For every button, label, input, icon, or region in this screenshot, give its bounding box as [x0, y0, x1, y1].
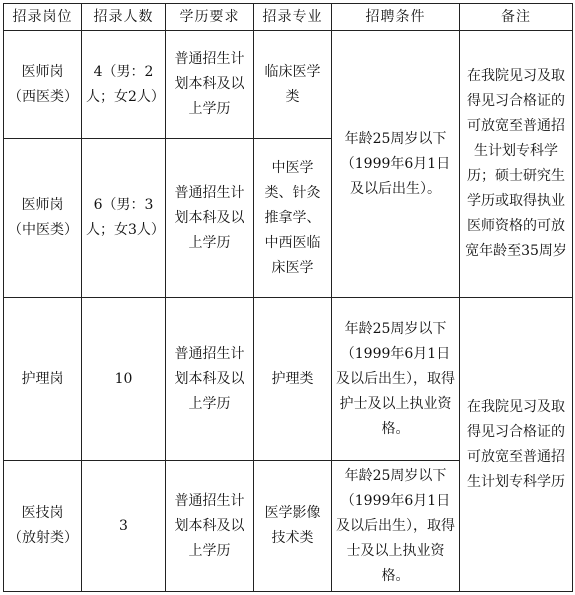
cell-education: 普通招生计划本科及以上学历: [166, 139, 254, 298]
header-count: 招录人数: [82, 4, 166, 31]
cell-count: 3: [82, 461, 166, 592]
cell-count: 10: [82, 298, 166, 461]
cell-condition: 年龄25周岁以下（1999年6月1日及以后出生），取得士及以上执业资格。: [332, 461, 460, 592]
cell-position: 医技岗（放射类）: [4, 461, 82, 592]
header-position: 招录岗位: [4, 4, 82, 31]
cell-education: 普通招生计划本科及以上学历: [166, 461, 254, 592]
cell-note-doctor: 在我院见习及取得见习合格证的可放宽至普通招生计划专科学历；硕士研究生学历或取得执业医师资格的可放宽年龄至35周岁: [460, 31, 573, 298]
cell-position: 医师岗（中医类）: [4, 139, 82, 298]
recruitment-table: [3, 3, 573, 592]
cell-note-tech: 在我院见习及取得见习合格证的可放宽至普通招生计划专科学历: [460, 298, 573, 592]
cell-major: 医学影像技术类: [254, 461, 332, 592]
header-row: [4, 4, 573, 31]
header-note: 备注: [460, 4, 573, 31]
cell-education: 普通招生计划本科及以上学历: [166, 31, 254, 139]
cell-major: 临床医学类: [254, 31, 332, 139]
cell-major: 护理类: [254, 298, 332, 461]
cell-major: 中医学类、针灸推拿学、中西医临床医学: [254, 139, 332, 298]
cell-position: 护理岗: [4, 298, 82, 461]
cell-condition: 年龄25周岁以下（1999年6月1日及以后出生），取得护士及以上执业资格。: [332, 298, 460, 461]
header-condition: 招聘条件: [332, 4, 460, 31]
cell-count: 4（男：2人；女2人）: [82, 31, 166, 139]
cell-condition-doctor: 年龄25周岁以下（1999年6月1日及以后出生）。: [332, 31, 460, 298]
cell-education: 普通招生计划本科及以上学历: [166, 298, 254, 461]
header-education: 学历要求: [166, 4, 254, 31]
cell-position: 医师岗（西医类）: [4, 31, 82, 139]
cell-count: 6（男：3人；女3人）: [82, 139, 166, 298]
table-row: [4, 298, 573, 461]
table-row: [4, 31, 573, 139]
header-major: 招录专业: [254, 4, 332, 31]
